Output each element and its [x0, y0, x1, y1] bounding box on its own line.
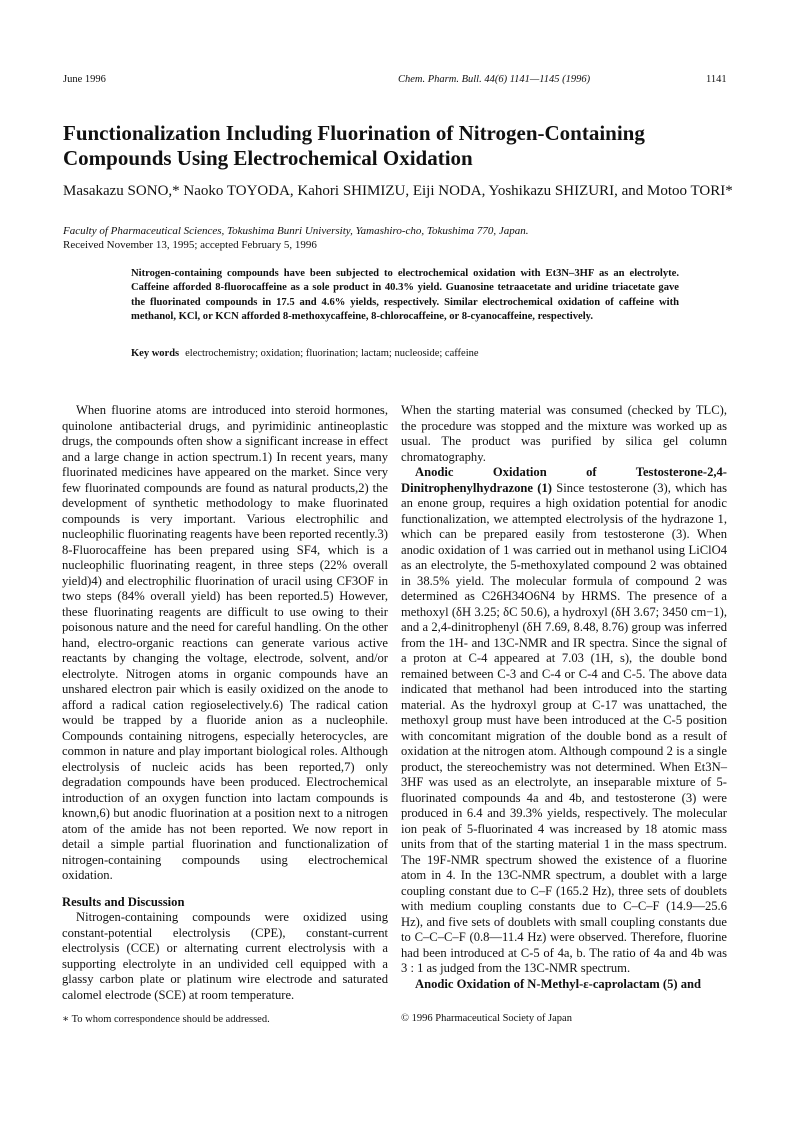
- correspondence-footnote: ∗ To whom correspondence should be addressed.: [62, 1014, 270, 1025]
- subsection-heading-caprolactam: Anodic Oxidation of N-Methyl-ε-caprolactam (5) and: [415, 976, 702, 991]
- keywords: [131, 348, 679, 359]
- running-header-journal: Chem. Pharm. Bull. 44(6) 1141—1145 (1996): [398, 74, 591, 85]
- page-number: 1141: [706, 74, 727, 85]
- keywords-text: electrochemistry; oxidation; fluorination; lactam; nucleoside; caffeine: [185, 348, 479, 359]
- body-column-right: [401, 403, 727, 992]
- abstract: Nitrogen-containing compounds have been subjected to electrochemical oxidation with Et3N–3HF as an electrolyte. Caffeine afforded 8-fluorocaffeine as a sole product in 40.3% yield. Guanosine tetraacetate and uridine triacetate gave the fluorinated compounds in 17.5 and 4.6% yields, respectively. Similar electrochemical oxidation of caffeine with methanol, KCl, or KCN afforded 8-methoxycaffeine, 8-chlorocaffeine, or 8-cyanocaffeine, respectively.: [131, 268, 679, 323]
- body-paragraph-intro: When fluorine atoms are introduced into steroid hormones, quinolone antibacterial drugs, and pyrimidinic antineoplastic drugs, the compounds often show a significant increase in effect and a large change in action spectrum.1) In recent years, many fluorinated medicines have appeared on the market. Since very few fluorinated compounds are found as natural products,2) the development of synthetic methodology to make fluorinated compounds is very important. Various electrophilic and nucleophilic fluorinating reagents have been reported recently.3) 8-Fluorocaffeine has been prepared using SF4, which is a nucleophilic fluorinating reagent, in three steps (22% overall yield)4) and electrophilic fluorination of uracil using CF3OF in two steps (84% overall yield) has been reported.5) However, these fluorinating reagents are difficult to use owing to their poisonous nature and the need for careful handling. On the other hand, electro-organic reactions can generate various active reactants by changing the voltage, electrode, solvent, and/or electrolyte. Nitrogen atoms in organic compounds have an unshared electron pair which is easily oxidized on the anode to afford a radical cation regioselectively.6) The radical cation would be trapped by a fluoride anion as a nucleophile. Compounds containing nitrogens, especially heterocycles, are common in nature and play important biological roles. Although electrolysis of nucleic acids has been reported,7) only degradation compounds have been produced. Electrochemical introduction of an oxygen function into lactam compounds is known,6) but anodic fluorination at a position next to a nitrogen atom of the amide has not been reported. We now report in detail a simple partial fluorination and functionalization of nitrogen-containing compounds using electrochemical oxidation.: [62, 403, 388, 882]
- author-list: Masakazu SONO,* Naoko TOYODA, Kahori SHIMIZU, Eiji NODA, Yoshikazu SHIZURI, and Motoo TORI*: [63, 183, 733, 199]
- subsection-heading-testosterone: Anodic Oxidation of Testosterone-2,4-Dinitrophenylhydrazone (1): [401, 465, 727, 495]
- body-text-testosterone: Since testosterone (3), which has an enone group, requires a high oxidation potential for anodic functionalization, we attempted electrolysis of the hydrazone 1, which can be prepared easily from testosterone (3). When anodic oxidation of 1 was carried out in methanol using LiClO4 as an electrolyte, the 5-methoxylated compound 2 was obtained in 38.5% yield. The molecular formula of compound 2 was determined as C26H34O6N4 by HRMS. The presence of a methoxyl (δH 3.25; δC 50.6), a hydroxyl (δH 3.67; 3450 cm−1), and a 2,4-dinitrophenyl (δH 7.69, 8.48, 8.76) group was inferred from the 1H- and 13C-NMR and IR spectra. Since the signal of a proton at C-4 appeared at 7.03 (1H, s), the double bond remained between C-3 and C-4 or C-4 and C-5. The above data indicated that methanol had been introduced into the starting material. As the hydroxyl group at C-17 was unattached, the methoxyl group must have been introduced at the C-5 position with concomitant migration of the double bond as a result of oxidation at the nitrogen atom. Although compound 2 is a single product, the stereochemistry was not determined. When Et3N–3HF was used as an electrolyte, an inseparable mixture of 5-fluorinated compounds 4a and 4b, and testosterone (3) were produced in 6.4 and 39.3% yields, respectively. The molecular ion peak of 5-fluorinated 4 was increased by 18 atomic mass units from that of the starting material 1 in the mass spectrum. The 19F-NMR spectrum showed the existence of a fluorine atom in 4. In the 13C-NMR spectrum, a doublet with a large coupling constant due to C–F (165.2 Hz), three sets of doublets with medium coupling constants due to C–C–F (14.9—25.6 Hz), and five sets of doublets with small coupling constants due to C–C–C–F (0.8—11.4 Hz) were observed. Therefore, fluorine had been introduced at C-5 of 4a, b. The ratio of 4a and 4b was 3 : 1 as judged from the 13C-NMR spectrum.: [401, 480, 727, 975]
- article-title: Functionalization Including Fluorination of Nitrogen-Containing Compounds Using Electrochemical Oxidation: [63, 121, 645, 170]
- running-header-date: June 1996: [63, 74, 106, 85]
- keywords-label: Key words: [131, 348, 180, 359]
- body-paragraph-testosterone: [401, 465, 727, 977]
- body-paragraph-workup: When the starting material was consumed (checked by TLC), the procedure was stopped and the mixture was worked up as usual. The product was purified by silica gel column chromatography.: [401, 403, 727, 464]
- body-column-left: [62, 403, 388, 1003]
- body-paragraph-methods: Nitrogen-containing compounds were oxidized using constant-potential electrolysis (CPE), constant-current electrolysis (CCE) or alternating current electrolysis with a supporting electrolyte in an undivided cell equipped with a glassy carbon plate or platinum wire electrode and saturated calomel electrode (SCE) at room temperature.: [62, 910, 388, 1002]
- section-heading-results: Results and Discussion: [62, 894, 185, 909]
- copyright-notice: © 1996 Pharmaceutical Society of Japan: [401, 1013, 572, 1024]
- affiliation: Faculty of Pharmaceutical Sciences, Tokushima Bunri University, Yamashiro-cho, Tokushima 770, Japan.: [63, 225, 529, 237]
- received-dates: Received November 13, 1995; accepted February 5, 1996: [63, 239, 317, 251]
